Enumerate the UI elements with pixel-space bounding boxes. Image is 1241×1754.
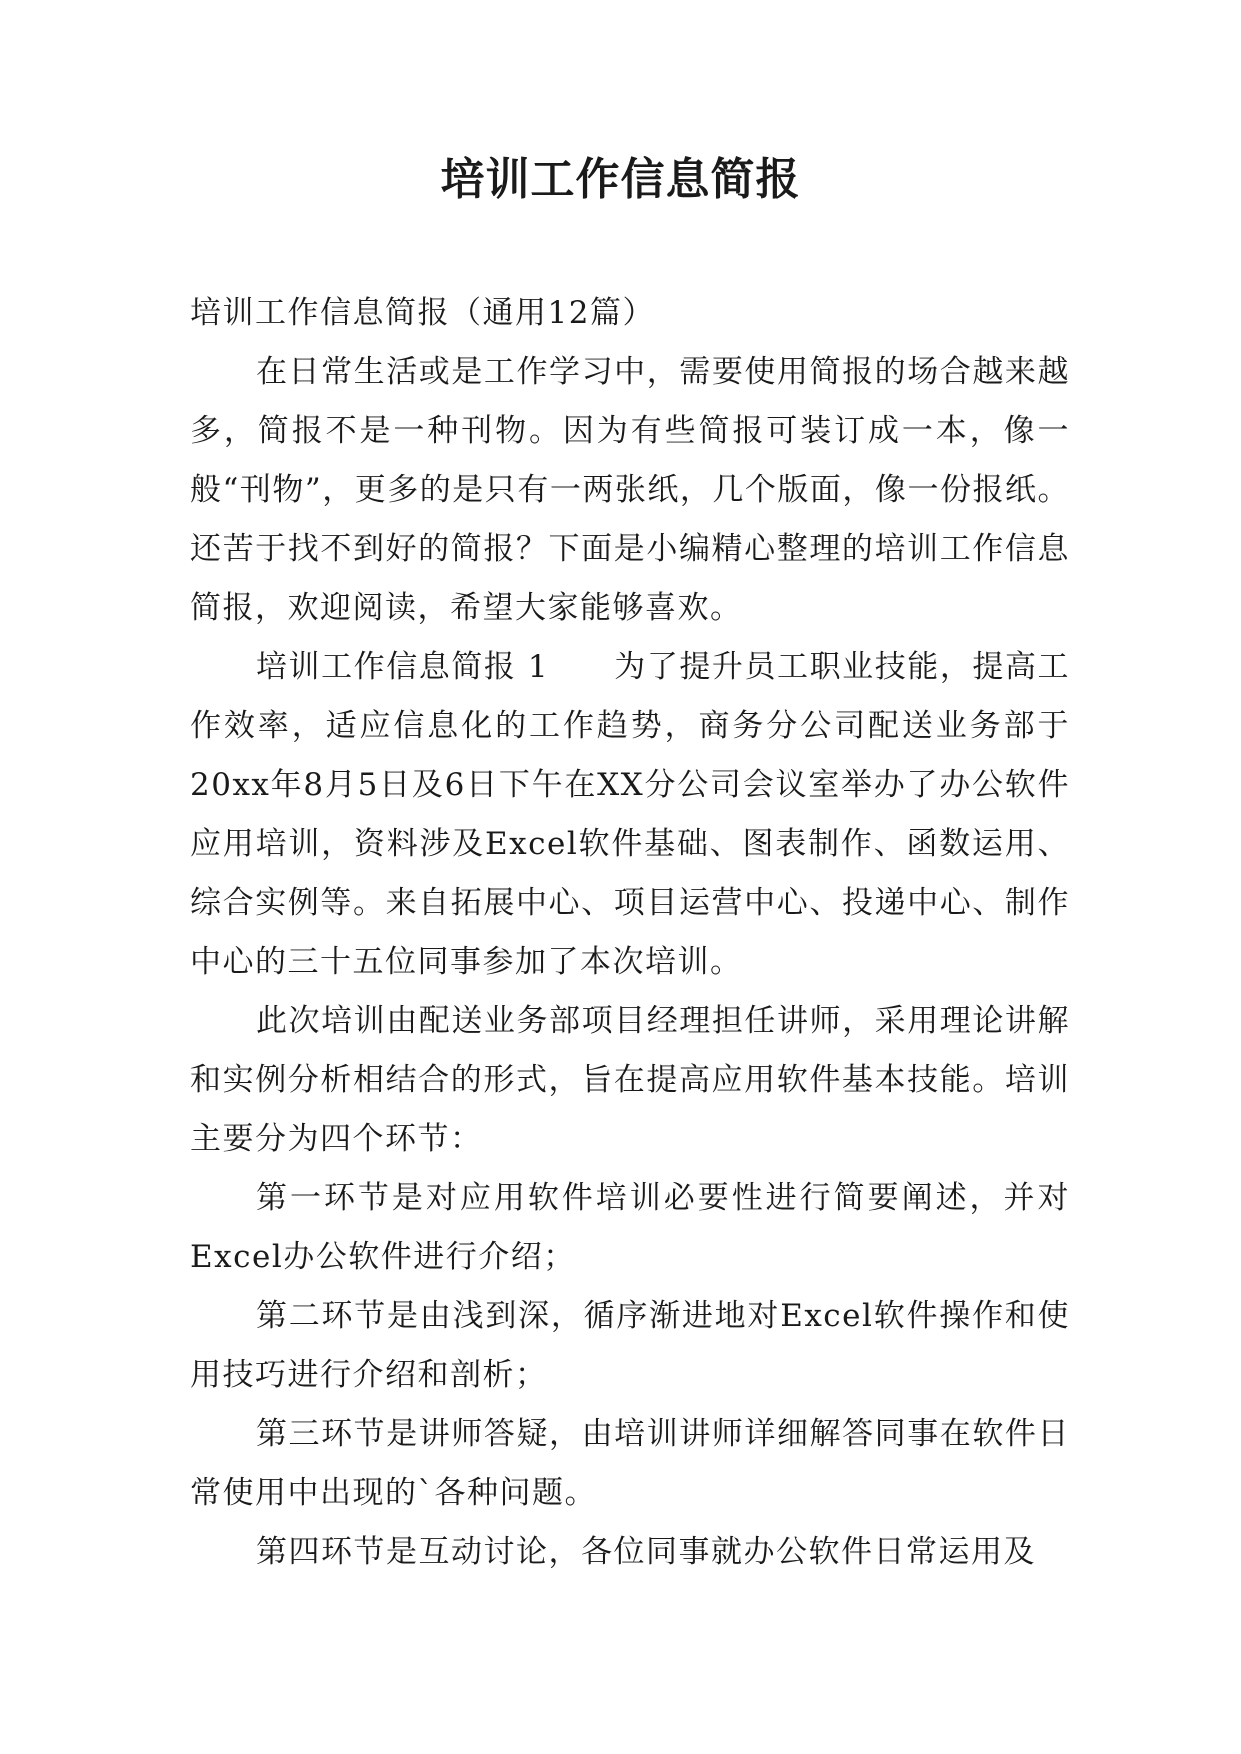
- paragraph-intro: 在日常生活或是工作学习中，需要使用简报的场合越来越多，简报不是一种刊物。因为有些简报可装订成一本，像一般“刊物”，更多的是只有一两张纸，几个版面，像一份报纸。还苦于找不到好的简报？下面是小编精心整理的培训工作信息简报，欢迎阅读，希望大家能够喜欢。: [190, 354, 1070, 626]
- paragraph-subtitle: 培训工作信息简报（通用12篇）: [190, 295, 655, 331]
- document-title: 培训工作信息简报: [440, 154, 801, 205]
- paragraph-briefing-1: 培训工作信息简报 1 为了提升员工职业技能，提高工作效率，适应信息化的工作趋势，商务分公司配送业务部于20xx年8月5日及6日下午在XX分公司会议室举办了办公软件应用培训，资料涉及Excel软件基础、图表制作、函数运用、综合实例等。来自拓展中心、项目运营中心、投递中心、制作中心的三十五位同事参加了本次培训。: [190, 649, 1070, 980]
- paragraph-step-1: 第一环节是对应用软件培训必要性进行简要阐述，并对Excel办公软件进行介绍；: [190, 1180, 1070, 1275]
- paragraph-step-4: 第四环节是互动讨论，各位同事就办公软件日常运用及: [256, 1534, 1036, 1570]
- document-body: [190, 284, 1070, 1582]
- paragraph-step-2: 第二环节是由浅到深，循序渐进地对Excel软件操作和使用技巧进行介绍和剖析；: [190, 1298, 1070, 1393]
- paragraph-training-format: 此次培训由配送业务部项目经理担任讲师，采用理论讲解和实例分析相结合的形式，旨在提高应用软件基本技能。培训主要分为四个环节：: [190, 1003, 1070, 1157]
- paragraph-step-3: 第三环节是讲师答疑，由培训讲师详细解答同事在软件日常使用中出现的`各种问题。: [190, 1416, 1070, 1511]
